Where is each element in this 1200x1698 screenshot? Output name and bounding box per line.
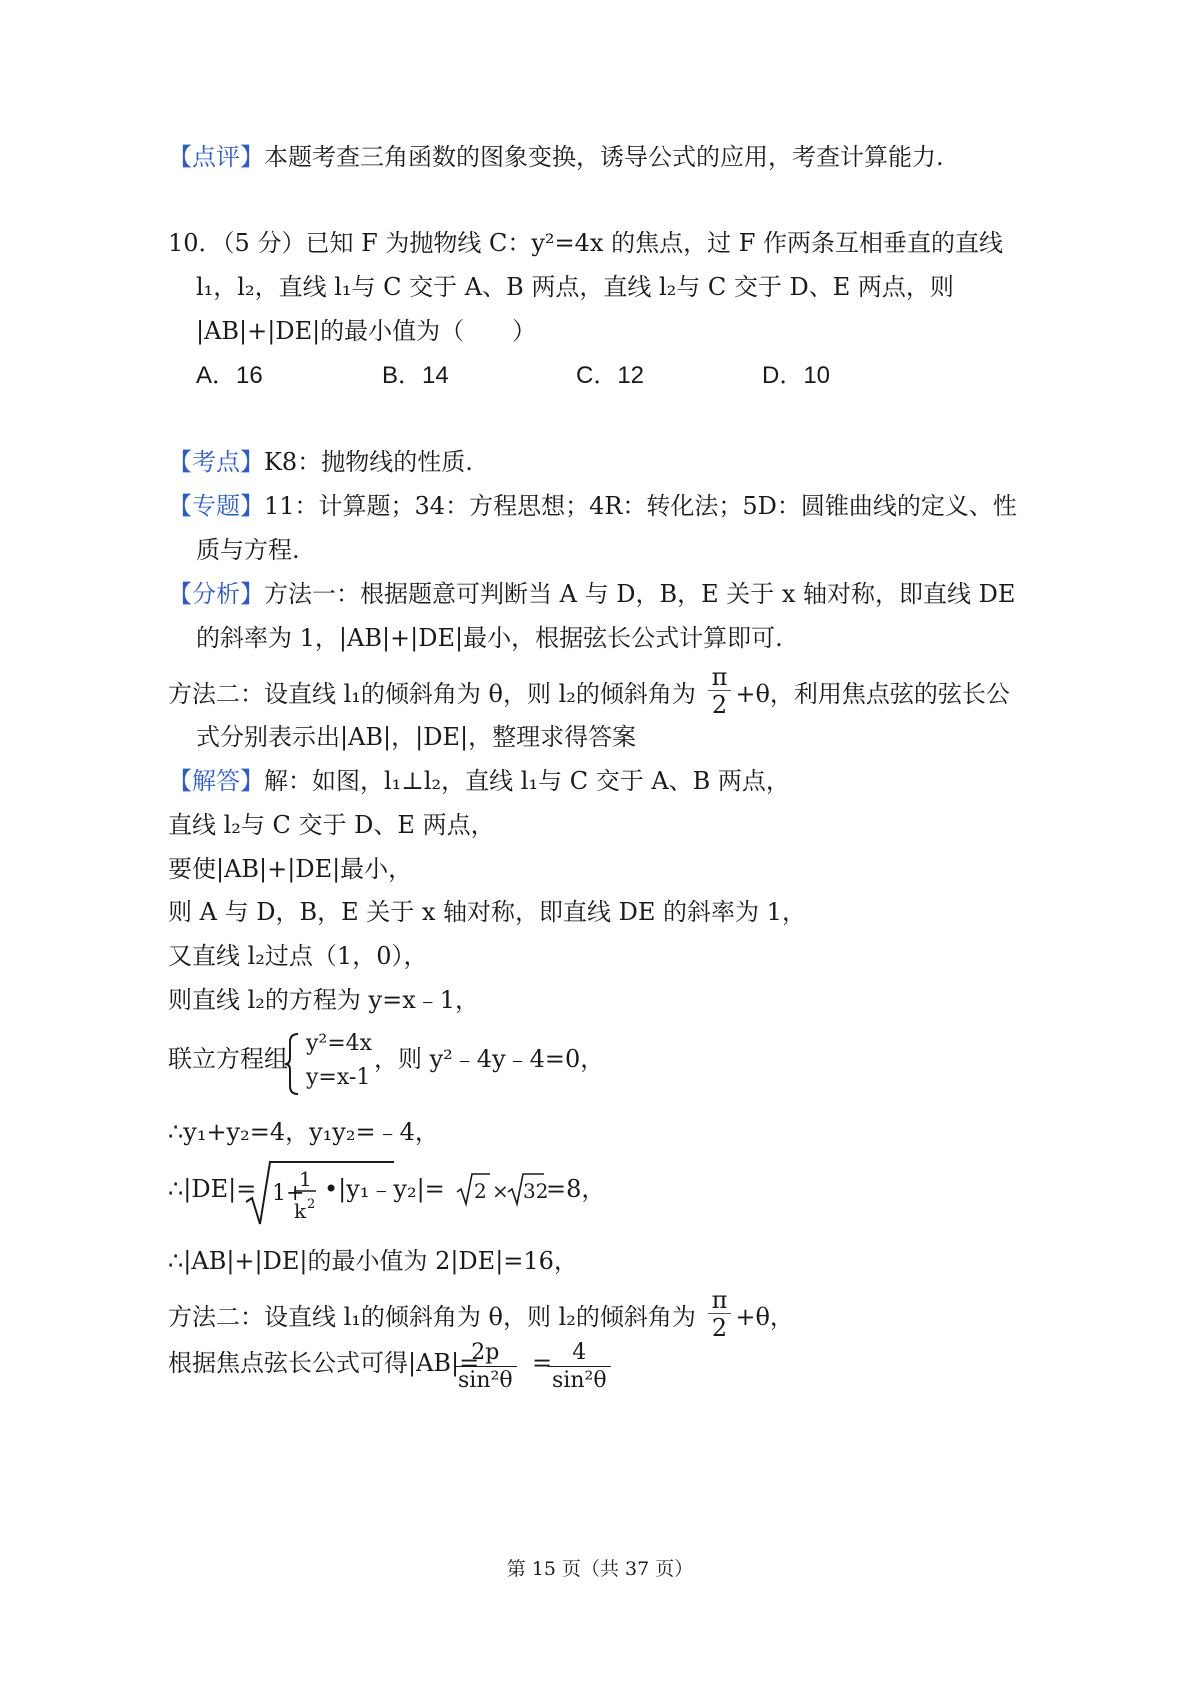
question-text-2: l₁，l₂，直线 l₁与 C 交于 A、B 两点，直线 l₂与 C 交于 D、E 两点，则 <box>196 273 954 301</box>
svg-text:1: 1 <box>299 1167 312 1191</box>
fraction-1-numerator: 2p <box>454 1340 517 1367</box>
jieda-text-11b: +θ， <box>735 1303 794 1331</box>
zhuanti-line-2 <box>196 535 300 565</box>
jieda-line-2: 直线 l₂与 C 交于 D、E 两点， <box>168 811 495 839</box>
fraction-2-numerator: 4 <box>548 1340 611 1367</box>
option-a: A．16 <box>196 362 263 389</box>
zhuanti-text-1: 11：计算题；34：方程思想；4R：转化法；5D：圆锥曲线的定义、性 <box>264 492 1017 520</box>
page-footer: 第 15 页（共 37 页） <box>506 1558 694 1580</box>
focal-chord-fraction-2 <box>548 1340 611 1395</box>
option-c: C．12 <box>576 362 645 389</box>
jieda-line-8: ∴y₁+y₂=4，y₁y₂=﹣4， <box>168 1118 439 1146</box>
fenxi-tag: 【分析】 <box>168 580 264 608</box>
kaodian-tag: 【考点】 <box>168 448 264 476</box>
jieda-text-7b: ，则 y²﹣4y﹣4=0， <box>374 1045 605 1073</box>
review-line <box>168 142 944 172</box>
system-equation-2: y=x-1 <box>306 1065 371 1090</box>
zhuanti-line-1 <box>168 491 1017 521</box>
fenxi-line-4 <box>196 722 636 752</box>
kaodian-text: K8：抛物线的性质. <box>264 448 473 476</box>
fenxi-text-3b: +θ，利用焦点弦的弦长公 <box>735 680 1010 708</box>
fraction-2-denominator: sin²θ <box>552 1368 607 1393</box>
zhuanti-tag: 【专题】 <box>168 492 264 520</box>
focal-chord-fraction-1 <box>454 1340 517 1395</box>
pi-numerator: π <box>711 663 728 691</box>
fenxi-text-4: 式分别表示出|AB|，|DE|，整理求得答案 <box>196 723 637 751</box>
fenxi-text-3a: 方法二：设直线 l₁的倾斜角为 θ，则 l₂的倾斜角为 <box>168 680 696 708</box>
fraction-1-denominator: sin²θ <box>458 1368 513 1393</box>
jieda-line-11 <box>168 1286 794 1346</box>
pi-over-2-fraction-2 <box>708 1287 732 1342</box>
jieda-line-4: 则 A 与 D，B，E 关于 x 轴对称，即直线 DE 的斜率为 1， <box>168 898 806 926</box>
jieda-text-11a: 方法二：设直线 l₁的倾斜角为 θ，则 l₂的倾斜角为 <box>168 1303 696 1331</box>
zhuanti-text-2: 质与方程. <box>196 536 300 564</box>
question-text-1: 已知 F 为抛物线 C：y²=4x 的焦点，过 F 作两条互相垂直的直线 <box>305 229 1003 257</box>
svg-text:2: 2 <box>474 1179 487 1203</box>
question-line-1 <box>168 228 1003 258</box>
option-d: D．10 <box>762 362 831 389</box>
question-points: （5 分） <box>222 229 306 257</box>
fenxi-line-1 <box>168 579 1015 609</box>
review-text: 本题考查三角函数的图象变换，诱导公式的应用，考查计算能力. <box>264 143 944 171</box>
jieda-text-9a: ∴|DE|= <box>168 1175 257 1203</box>
jieda-tag: 【解答】 <box>168 767 264 795</box>
question-line-3 <box>196 316 536 346</box>
svg-text:1+: 1+ <box>272 1181 305 1206</box>
jieda-text-1: 解：如图，l₁⊥l₂，直线 l₁与 C 交于 A、B 两点， <box>264 767 790 795</box>
jieda-line-3: 要使|AB|+|DE|最小， <box>168 855 413 883</box>
fenxi-text-2: 的斜率为 1，|AB|+|DE|最小，根据弦长公式计算即可. <box>196 624 783 652</box>
jieda-text-9c: =8， <box>546 1175 606 1203</box>
system-equation-1: y²=4x <box>306 1031 373 1056</box>
pi-over-2-fraction <box>708 664 732 719</box>
pi-numerator-2: π <box>711 1286 728 1314</box>
two-denominator-2: 2 <box>711 1314 728 1342</box>
option-b: B．14 <box>382 362 449 389</box>
svg-text:×: × <box>492 1179 509 1203</box>
question-text-3: |AB|+|DE|的最小值为（ ） <box>196 317 537 345</box>
svg-text:32: 32 <box>523 1179 549 1203</box>
review-tag: 【点评】 <box>168 143 264 171</box>
jieda-line-5: 又直线 l₂过点（1，0）， <box>168 942 428 970</box>
jieda-text-12a: 根据焦点弦长公式可得|AB|= <box>168 1349 480 1377</box>
question-line-2 <box>196 272 954 302</box>
jieda-line-6: 则直线 l₂的方程为 y=x﹣1， <box>168 986 480 1014</box>
fenxi-line-2 <box>196 623 783 653</box>
question-number: 10． <box>168 229 223 257</box>
jieda-text-9b: •|y₁﹣y₂|= <box>324 1175 445 1203</box>
fenxi-line-3 <box>168 663 1010 723</box>
left-brace-icon <box>284 1032 302 1096</box>
jieda-text-7a: 联立方程组 <box>168 1045 288 1073</box>
jieda-line-1 <box>168 766 790 796</box>
jieda-line-10: ∴|AB|+|DE|的最小值为 2|DE|=16， <box>168 1247 578 1275</box>
fenxi-text-1: 方法一：根据题意可判断当 A 与 D，B，E 关于 x 轴对称，即直线 DE <box>264 580 1016 608</box>
svg-text:k: k <box>294 1199 307 1223</box>
sqrt2-times-sqrt32-graphic <box>456 1168 549 1208</box>
svg-text:2: 2 <box>307 1197 316 1212</box>
kaodian-line <box>168 447 473 477</box>
equals-sign: = <box>532 1349 553 1377</box>
two-denominator: 2 <box>711 691 728 719</box>
